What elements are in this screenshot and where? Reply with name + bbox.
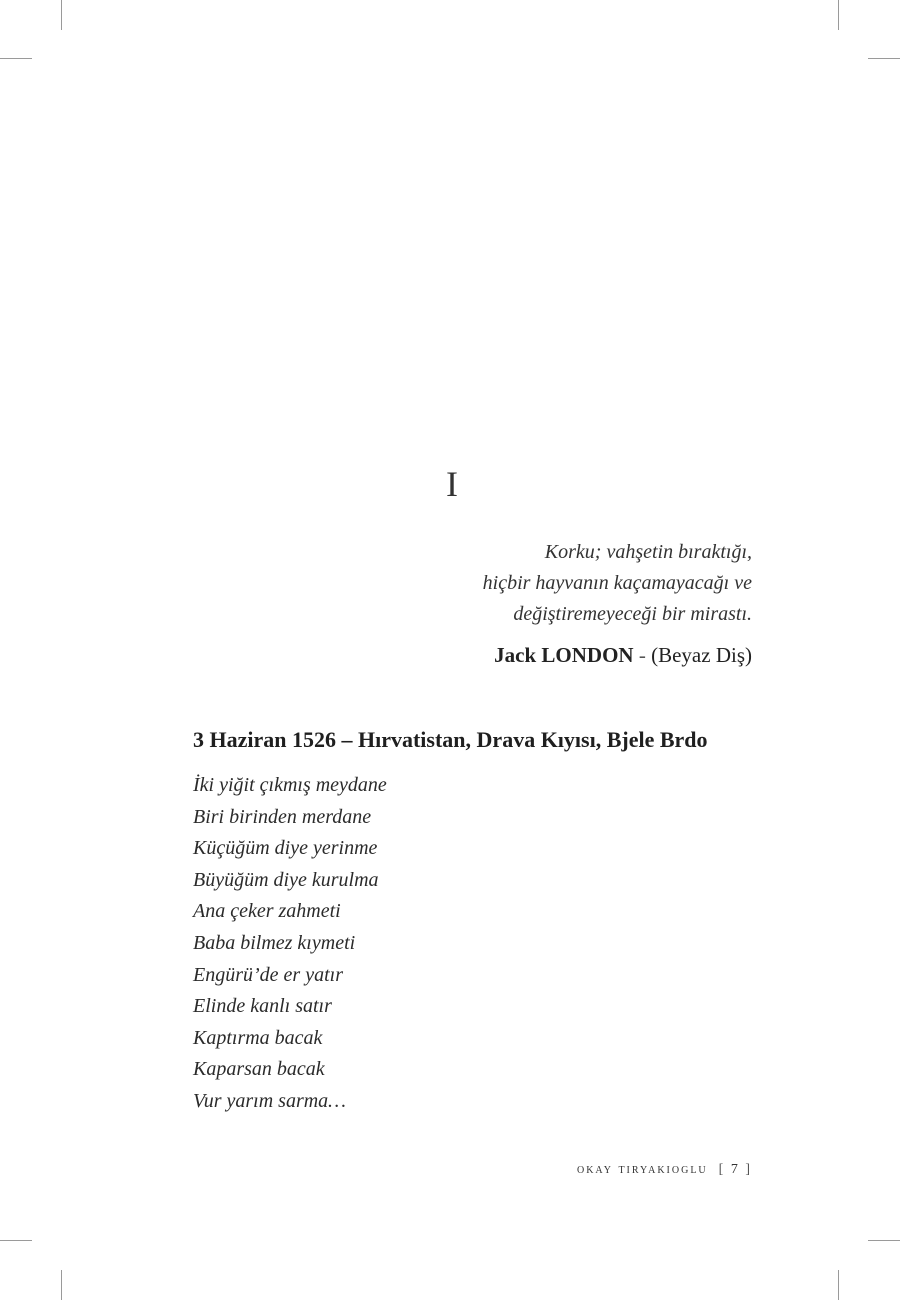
poem-line: Ana çeker zahmeti (193, 900, 341, 923)
poem-line: Büyüğüm diye kurulma (193, 868, 379, 891)
epigraph-line: hiçbir hayvanın kaçamayacağı ve (482, 572, 752, 594)
crop-mark-right-bottom (868, 1240, 900, 1241)
footer-page-bracket-open: [ (718, 1162, 726, 1177)
crop-mark-right-top (868, 58, 900, 59)
poem-line: Küçüğüm diye yerinme (193, 837, 378, 860)
epigraph (332, 537, 752, 630)
poem-line: Elinde kanlı satır (193, 995, 332, 1018)
poem-line: İki yiğit çıkmış meydane (193, 774, 387, 796)
page-footer (577, 1162, 752, 1178)
poem-line: Engürü’de er yatır (193, 963, 343, 986)
attribution-separator: - (633, 643, 652, 667)
crop-mark-top-left (61, 0, 62, 30)
footer-author: okay tiryakioglu (576, 1162, 708, 1177)
crop-mark-bottom-right (838, 1270, 839, 1300)
attribution-source: (Beyaz Diş) (651, 643, 752, 667)
poem-line: Kaparsan bacak (193, 1058, 325, 1081)
crop-mark-left-top (0, 58, 32, 59)
poem-line: Biri birinden merdane (193, 805, 372, 828)
poem-line: Kaptırma bacak (193, 1026, 323, 1049)
poem-line: Baba bilmez kıymeti (193, 931, 356, 954)
footer-page-bracket-close: ] (745, 1162, 752, 1177)
poem (193, 770, 387, 1118)
crop-mark-bottom-left (61, 1270, 62, 1300)
attribution-author: Jack LONDON (494, 643, 634, 667)
epigraph-line: Korku; vahşetin bıraktığı, (544, 541, 752, 563)
chapter-numeral: I (446, 464, 458, 504)
epigraph-attribution (494, 643, 752, 668)
page-number: 7 (730, 1162, 740, 1177)
crop-mark-top-right (838, 0, 839, 30)
poem-line: Vur yarım sarma… (193, 1089, 346, 1112)
epigraph-line: değiştiremeyeceği bir mirastı. (513, 603, 752, 625)
section-heading: 3 Haziran 1526 – Hırvatistan, Drava Kıyısı, Bjele Brdo (193, 727, 708, 752)
crop-mark-left-bottom (0, 1240, 32, 1241)
